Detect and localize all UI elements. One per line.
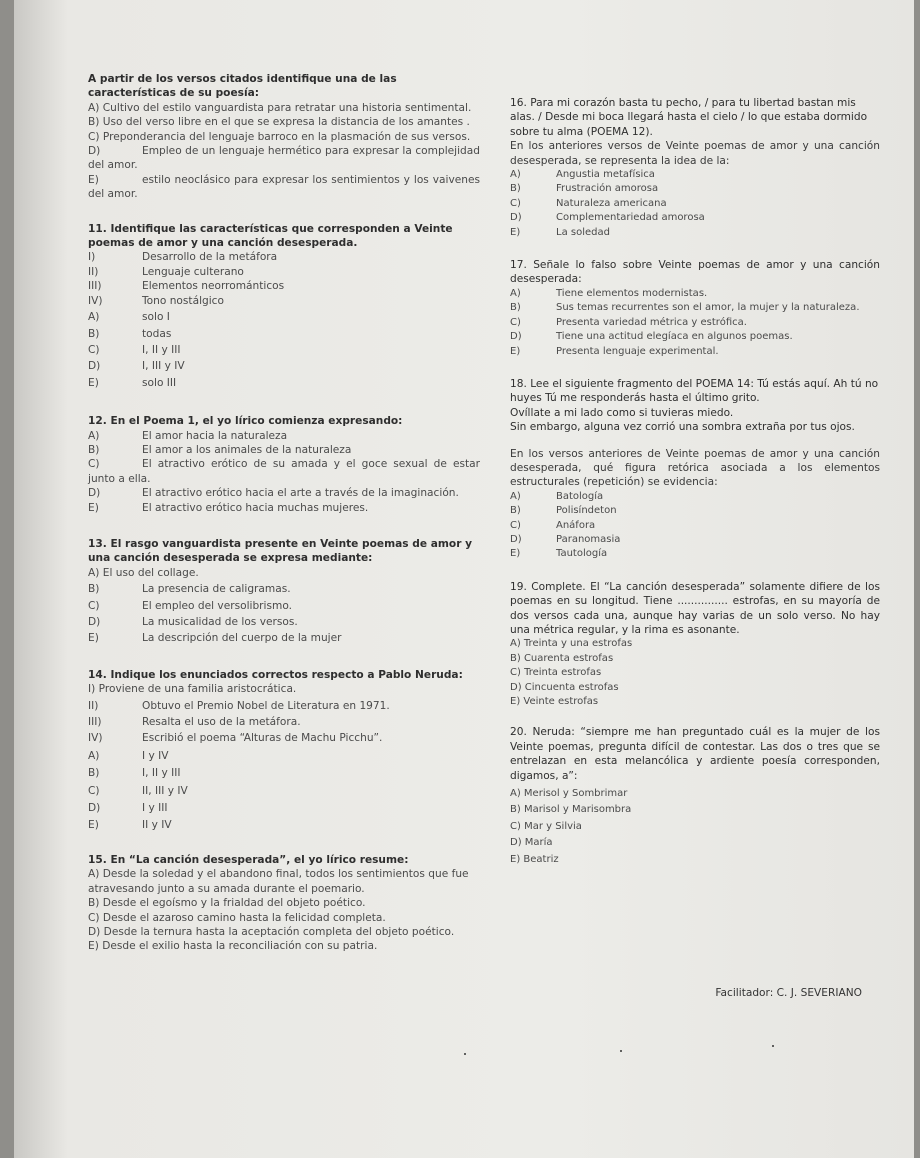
- option: [88, 486, 480, 500]
- option-key: D): [88, 616, 101, 628]
- option-key: B): [510, 183, 521, 195]
- option-text: Desde la soledad y el abandono final, todos los sentimientos que fue atravesando junto a su amada durante el poemario.: [88, 868, 469, 895]
- option-text: II, III y IV: [142, 784, 188, 797]
- statement-key: I): [88, 251, 96, 264]
- option-text: El atractivo erótico de su amada y el goce sexual de estar junto a ella.: [88, 458, 480, 485]
- statement-key: III): [88, 716, 102, 729]
- option: [88, 144, 480, 173]
- option-text: Angustia metafísica: [556, 169, 655, 181]
- statement-key: II): [88, 265, 99, 278]
- option-key: C): [88, 458, 100, 471]
- question-intro: [88, 72, 480, 202]
- option-key: B): [510, 505, 521, 517]
- statement-text: Lenguaje culterano: [142, 265, 244, 278]
- option-text: I, II y III: [142, 343, 181, 356]
- option-text: Paranomasia: [556, 533, 621, 545]
- option-key: C): [88, 599, 100, 612]
- statement: [88, 250, 480, 264]
- option-text: Frustración amorosa: [556, 183, 659, 195]
- option-key: D): [510, 212, 522, 224]
- statement: [88, 731, 480, 745]
- right-column: [510, 96, 880, 880]
- option: [88, 501, 480, 515]
- option-key: E): [510, 548, 521, 560]
- option-text: El empleo del versolibrismo.: [142, 599, 292, 612]
- option-key: C): [88, 130, 100, 143]
- option-text: La musicalidad de los versos.: [142, 616, 298, 628]
- option-text: Sus temas recurrentes son el amor, la mujer y la naturaleza.: [556, 302, 860, 314]
- statement-key: II): [88, 699, 99, 712]
- question-stem: 20. Neruda: “siempre me han preguntado cuál es la mujer de los Veinte poemas, pregunta difícil de contestar. Las dos o tres que se entrelazan en esta melancólica y ardiente poesía corresponden, digamos, a”:: [510, 726, 880, 782]
- option: [88, 749, 480, 763]
- option-key: A): [510, 169, 521, 181]
- option-key: A): [510, 287, 521, 299]
- question-stem: 17. Señale lo falso sobre Veinte poemas de amor y una canción desesperada:: [510, 259, 880, 286]
- option-key: D): [88, 802, 101, 815]
- option-key: A): [88, 311, 100, 324]
- question-18: [510, 377, 880, 562]
- statement-key: III): [88, 280, 102, 293]
- statement-text: Tono nostálgico: [142, 294, 224, 307]
- option-text: Preponderancia del lenguaje barroco en la plasmación de sus versos.: [102, 130, 471, 143]
- option-text: Uso del verso libre en el que se expresa la distancia de los amantes .: [102, 116, 470, 129]
- option: [88, 818, 480, 832]
- exam-sheet: [14, 0, 914, 1158]
- question-stem-line: Sin embargo, alguna vez corrió una sombra extraña por tus ojos.: [510, 421, 855, 434]
- question-11: [88, 222, 480, 390]
- option-text: Complementariedad amorosa: [556, 212, 705, 224]
- statement-key: IV): [88, 294, 103, 307]
- option-key: A): [88, 429, 100, 442]
- statement: [88, 699, 480, 713]
- option-text: II y IV: [142, 819, 172, 832]
- option: [510, 197, 880, 211]
- question-stem: 13. El rasgo vanguardista presente en Veinte poemas de amor y una canción desesperada se expresa mediante:: [88, 537, 473, 565]
- question-stem: A partir de los versos citados identifique una de las características de su poesía:: [88, 73, 397, 100]
- option: [510, 490, 880, 504]
- option-key: E): [88, 376, 99, 389]
- option-key: A): [88, 868, 100, 881]
- option-text: I, II y III: [142, 767, 181, 780]
- option-text: I y III: [142, 802, 168, 815]
- option-text: Empleo de un lenguaje hermético para expresar la complejidad del amor.: [88, 145, 480, 172]
- option-key: C): [510, 197, 521, 209]
- question-15: [88, 853, 480, 954]
- option-text: I y IV: [142, 749, 169, 762]
- option-key: D): [510, 331, 522, 343]
- option-text: Desde la ternura hasta la aceptación completa del objeto poético.: [103, 925, 455, 938]
- option: A) Treinta y una estrofas: [510, 638, 633, 650]
- option: [88, 327, 480, 341]
- statement: [88, 294, 480, 308]
- option-key: E): [88, 501, 99, 514]
- option: [88, 130, 480, 144]
- statement-text: Resalta el uso de la metáfora.: [142, 716, 301, 729]
- option-text: El uso del collage.: [102, 566, 199, 579]
- option: [88, 911, 480, 925]
- option: [510, 182, 880, 196]
- option-text: estilo neoclásico para expresar los sentimientos y los vaivenes del amor.: [88, 173, 480, 201]
- facilitator-signature: Facilitador: C. J. SEVERIANO: [715, 987, 862, 999]
- question-stem: 16. Para mi corazón basta tu pecho, / para tu libertad bastan mis alas. / Desde mi boca llegará hasta el cielo / lo que estaba dormido sobre tu alma (POEMA 12).: [510, 97, 868, 138]
- option-text: Polisíndeton: [556, 505, 617, 517]
- option: [510, 345, 880, 359]
- question-stem: 15. En “La canción desesperada”, el yo lírico resume:: [88, 853, 409, 866]
- option: [510, 504, 880, 518]
- option-key: E): [88, 819, 99, 832]
- option: [510, 301, 880, 315]
- option-key: A): [510, 490, 521, 502]
- option-text: Desde el exilio hasta la reconciliación con su patria.: [102, 940, 378, 953]
- option-text: Desde el azaroso camino hasta la felicidad completa.: [102, 911, 386, 924]
- option-text: I, III y IV: [142, 360, 185, 373]
- option: [88, 566, 480, 580]
- option-text: solo III: [142, 376, 177, 389]
- option: [88, 443, 480, 457]
- option: [510, 519, 880, 533]
- question-12: [88, 414, 480, 515]
- option-text: Tiene una actitud elegíaca en algunos poemas.: [556, 331, 793, 343]
- question-20: [510, 725, 880, 867]
- statement-key: IV): [88, 732, 103, 745]
- option-text: La descripción del cuerpo de la mujer: [142, 632, 342, 645]
- option-text: El atractivo erótico hacia el arte a través de la imaginación.: [142, 487, 459, 500]
- option-key: C): [510, 519, 521, 531]
- option: [88, 359, 480, 373]
- option-key: C): [88, 343, 100, 356]
- option-text: El amor hacia la naturaleza: [142, 429, 288, 442]
- option-key: B): [88, 767, 100, 780]
- option-key: D): [88, 145, 101, 158]
- option: [510, 547, 880, 561]
- option: E) Beatriz: [510, 853, 559, 865]
- question-stem: 11. Identifique las características que corresponden a Veinte poemas de amor y una canción desesperada.: [88, 222, 453, 250]
- option: C) Treinta estrofas: [510, 667, 602, 679]
- option-text: Batología: [556, 490, 604, 502]
- option-text: solo I: [142, 311, 170, 324]
- option-key: B): [88, 897, 100, 910]
- question-stem: 12. En el Poema 1, el yo lírico comienza expresando:: [88, 415, 403, 428]
- option: D) Cincuenta estrofas: [510, 681, 619, 693]
- option-key: E): [510, 345, 521, 357]
- option-key: E): [88, 173, 99, 186]
- statement: [88, 265, 480, 279]
- option-text: Naturaleza americana: [556, 197, 667, 209]
- option: [88, 896, 480, 910]
- option-key: A): [88, 101, 100, 114]
- statement-text: Obtuvo el Premio Nobel de Literatura en 1971.: [142, 699, 390, 712]
- option: [88, 615, 480, 629]
- question-17: [510, 258, 880, 359]
- option: [88, 429, 480, 443]
- question-prompt: En los versos anteriores de Veinte poemas de amor y una canción desesperada, qué figura retórica asociada a los elementos estructurales (repetición) se evidencia:: [510, 447, 880, 489]
- option-key: C): [88, 911, 100, 924]
- option-key: A): [88, 566, 100, 579]
- statement-text: Desarrollo de la metáfora: [142, 251, 278, 264]
- option: [88, 766, 480, 780]
- option: [88, 310, 480, 324]
- option-key: D): [510, 533, 522, 545]
- option-text: Tiene elementos modernistas.: [556, 287, 708, 299]
- option-key: A): [88, 749, 100, 762]
- option-text: El atractivo erótico hacia muchas mujeres.: [142, 501, 369, 514]
- option: C) Mar y Silvia: [510, 820, 582, 832]
- option: [510, 330, 880, 344]
- option: E) Veinte estrofas: [510, 696, 599, 708]
- option: [88, 173, 480, 202]
- option: [88, 101, 480, 115]
- question-stem: 19. Complete. El “La canción desesperada” solamente difiere de los poemas en su longitud. Tiene ............... estrofas, en su mayoría de dos versos cada una, aunque hay varias de un solo verso. No hay una métrica regular, y la rima es asonante.: [510, 580, 880, 636]
- option-key: C): [88, 784, 100, 797]
- option-key: D): [88, 360, 101, 373]
- option-text: Tautología: [556, 548, 608, 560]
- option: [88, 343, 480, 357]
- option-key: D): [88, 487, 101, 500]
- option-key: B): [88, 116, 100, 129]
- option-key: E): [510, 226, 521, 238]
- option: [88, 939, 480, 953]
- question-13: [88, 537, 480, 646]
- option: [88, 599, 480, 613]
- option: [88, 115, 480, 129]
- option: [88, 376, 480, 390]
- option: A) Merisol y Sombrimar: [510, 788, 628, 800]
- option: [88, 867, 480, 896]
- question-prompt: En los anteriores versos de Veinte poemas de amor y una canción desesperada, se representa la idea de la:: [510, 140, 880, 167]
- question-19: [510, 580, 880, 710]
- option: [510, 211, 880, 225]
- statement: [88, 715, 480, 729]
- option-text: El amor a los animales de la naturaleza: [142, 443, 352, 456]
- option: [88, 631, 480, 645]
- question-stem-line: Ovíllate a mi lado como si tuvieras miedo.: [510, 406, 734, 419]
- statement: [88, 682, 480, 696]
- statement-key: I): [88, 683, 96, 696]
- option: [510, 533, 880, 547]
- option: [88, 801, 480, 815]
- option: D) María: [510, 837, 553, 849]
- question-stem: 14. Indique los enunciados correctos respecto a Pablo Neruda:: [88, 668, 463, 681]
- option-key: D): [88, 925, 101, 938]
- statement-text: Elementos neorrománticos: [142, 280, 285, 293]
- option-key: B): [88, 327, 100, 340]
- option: [88, 582, 480, 596]
- option: [88, 925, 480, 939]
- statement: [88, 279, 480, 293]
- option-text: Anáfora: [556, 519, 596, 531]
- option-text: La presencia de caligramas.: [142, 583, 291, 596]
- option: [510, 316, 880, 330]
- option: [88, 784, 480, 798]
- option-text: Cultivo del estilo vanguardista para retratar una historia sentimental.: [102, 101, 472, 114]
- stray-mark: [620, 1050, 622, 1052]
- option-text: Presenta lenguaje experimental.: [556, 345, 719, 357]
- option-text: todas: [142, 327, 172, 340]
- option: [510, 287, 880, 301]
- option: [510, 226, 880, 240]
- stray-mark: [464, 1053, 466, 1055]
- option: B) Marisol y Marisombra: [510, 804, 632, 816]
- option: [88, 457, 480, 486]
- option: B) Cuarenta estrofas: [510, 652, 614, 664]
- statement-text: Escribió el poema “Alturas de Machu Picchu”.: [142, 732, 383, 745]
- left-column: [88, 72, 480, 967]
- option: [510, 168, 880, 182]
- option-key: E): [88, 940, 99, 953]
- option-key: B): [88, 583, 100, 596]
- question-16: [510, 96, 880, 240]
- question-stem: 18. Lee el siguiente fragmento del POEMA 14: Tú estás aquí. Ah tú no huyes Tú me responderás hasta el último grito.: [510, 377, 879, 405]
- question-14: [88, 668, 480, 833]
- option-key: C): [510, 316, 521, 328]
- option-text: La soledad: [556, 226, 610, 238]
- option-text: Presenta variedad métrica y estrófica.: [556, 316, 747, 328]
- option-text: Desde el egoísmo y la frialdad del objeto poético.: [102, 897, 366, 910]
- stray-mark: [772, 1045, 774, 1047]
- option-key: B): [88, 443, 100, 456]
- option-key: E): [88, 632, 99, 645]
- option-key: B): [510, 302, 521, 314]
- statement-text: Proviene de una familia aristocrática.: [98, 683, 297, 696]
